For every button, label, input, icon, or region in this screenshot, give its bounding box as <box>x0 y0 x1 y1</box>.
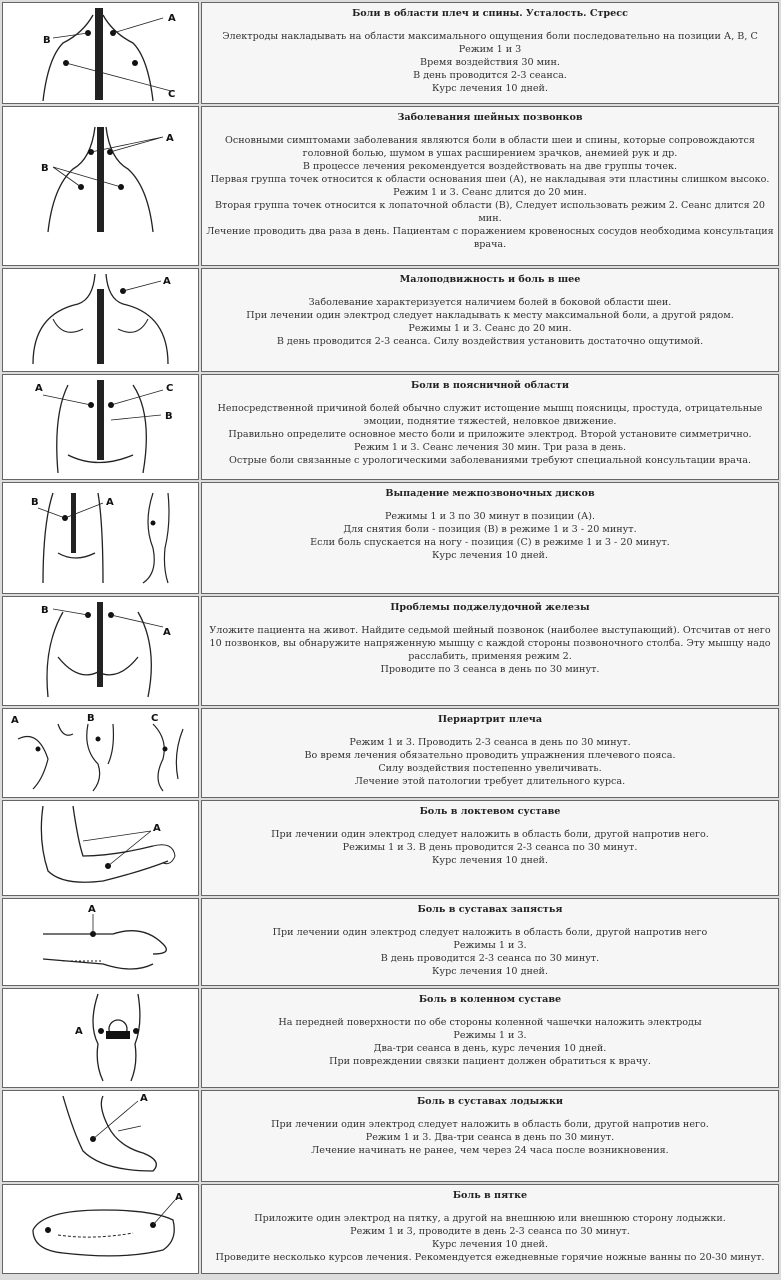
neck-back-figure-icon <box>3 107 198 237</box>
label-b: B <box>87 713 95 724</box>
label-a: A <box>140 1093 148 1104</box>
knee-figure-icon <box>3 989 198 1085</box>
figure-cell <box>2 482 199 594</box>
label-a: A <box>75 1026 83 1037</box>
description-cell <box>201 898 779 986</box>
text-line: При лечении один электрод следует наложить в область боли, другой напротив него. <box>271 829 709 840</box>
description-cell <box>201 374 779 480</box>
description-cell <box>201 708 779 798</box>
text-line: В день проводится 2-3 сеанса по 30 минут. <box>380 953 600 964</box>
table-row <box>2 482 779 594</box>
text-line: Два-три сеанса в день, курс лечения 10 дней. <box>373 1043 607 1054</box>
label-a: A <box>35 383 43 394</box>
text-line: Непосредственной причиной болей обычно служит истощение мышц поясницы, простуда, отрицательные эмоции, поднятие тяжестей, неловкое движение. <box>217 403 763 427</box>
figure-cell <box>2 596 199 706</box>
figure-cell <box>2 2 199 104</box>
section-title: Малоподвижность и боль в шее <box>399 274 581 285</box>
section-title: Выпадение межпозвоночных дисков <box>385 488 595 499</box>
text-line: Проводите по 3 сеанса в день по 30 минут. <box>380 664 600 675</box>
text-line: Основными симптомами заболевания являются боли в области шеи и спины, которые сопровождаются головной болью, шумом в ушах расширением зрачков, анемией рук и др. <box>225 135 755 159</box>
text-line: Режим 1 и 3. Два-три сеанса в день по 30 минут. <box>365 1132 615 1143</box>
wrist-figure-icon <box>3 899 198 983</box>
label-b: B <box>31 497 39 508</box>
label-a: A <box>163 276 171 287</box>
section-title: Заболевания шейных позвонков <box>397 112 583 123</box>
text-line: Уложите пациента на живот. Найдите седьмой шейный позвонок (наиболее выступающий). Отсчитав от него 10 позвонков, вы обнаружите напряженную мышцу с каждой стороны позвоночного столба. Эту мышцу надо расслабить, применяя режим 2. <box>209 625 771 662</box>
label-b: B <box>165 411 173 422</box>
section-title: Боль в пятке <box>452 1190 528 1201</box>
text-line: Режимы 1 и 3 по 30 минут в позиции (А). <box>384 511 596 522</box>
description-cell <box>201 1090 779 1182</box>
section-title: Боль в суставах лодыжки <box>416 1096 564 1107</box>
text-line: Лечение проводить два раза в день. Пациентам с поражением кровеносных сосудов необходима консультация врача. <box>206 226 774 250</box>
description-cell <box>201 988 779 1088</box>
text-line: Во время лечения обязательно проводить упражнения плечевого пояса. <box>304 750 676 761</box>
text-line: При лечении один электрод следует наложить в область боли, другой напротив него. <box>271 1119 709 1130</box>
text-line: Время воздействия 30 мин. <box>420 57 560 68</box>
text-line: Режим 1 и 3, проводите в день 2-3 сеанса по 30 минут. <box>350 1226 630 1237</box>
text-line: Режимы 1 и 3. Сеанс до 20 мин. <box>408 323 572 334</box>
figure-cell <box>2 898 199 986</box>
upper-back-figure-icon <box>3 3 198 103</box>
text-line: Приложите один электрод на пятку, а другой на внешнюю или внешнюю сторону лодыжки. <box>254 1213 726 1224</box>
text-line: На передней поверхности по обе стороны коленной чашечки наложить электроды <box>278 1017 702 1028</box>
label-a: A <box>168 13 176 24</box>
label-c: C <box>168 89 176 100</box>
text-line: При лечении один электрод следует накладывать к месту максимальной боли, а другой рядом. <box>246 310 734 321</box>
table-row <box>2 106 779 266</box>
figure-cell <box>2 374 199 480</box>
figure-cell <box>2 708 199 798</box>
section-title: Боль в локтевом суставе <box>419 806 561 817</box>
table-row <box>2 1184 779 1274</box>
figure-cell <box>2 988 199 1088</box>
pelvis-figure-icon <box>3 597 198 703</box>
label-a: A <box>153 823 161 834</box>
text-line: В день проводится 2-3 сеанса. Силу воздействия установить достаточно ощутимой. <box>276 336 704 347</box>
text-line: В процессе лечения рекомендуется воздействовать на две группы точек. <box>302 161 678 172</box>
text-line: Для снятия боли - позиция (В) в режиме 1 и 3 - 20 минут. <box>343 524 637 535</box>
description-cell <box>201 482 779 594</box>
label-a: A <box>11 715 19 726</box>
description-cell <box>201 596 779 706</box>
label-a: A <box>163 627 171 638</box>
text-line: Лечение начинать не ранее, чем через 24 часа после возникновения. <box>311 1145 669 1156</box>
figure-cell <box>2 106 199 266</box>
label-a: A <box>88 904 96 915</box>
ankle-figure-icon <box>3 1091 198 1179</box>
section-title: Боль в суставах запястья <box>417 904 563 915</box>
section-title: Боль в коленном суставе <box>418 994 562 1005</box>
description-cell <box>201 106 779 266</box>
text-line: Курс лечения 10 дней. <box>432 855 548 866</box>
section-title: Проблемы поджелудочной железы <box>390 602 590 613</box>
text-line: Курс лечения 10 дней. <box>432 966 548 977</box>
table-row <box>2 1090 779 1182</box>
text-line: Проведите несколько курсов лечения. Рекомендуется ежедневные горячие ножные ванны по 20-30 минут. <box>215 1252 765 1263</box>
label-a: A <box>106 497 114 508</box>
text-line: Курс лечения 10 дней. <box>432 1239 548 1250</box>
spine-leg-figure-icon <box>3 483 198 591</box>
text-line: Лечение этой патологии требует длительного курса. <box>354 776 626 787</box>
text-line: Острые боли связанные с урологическими заболеваниями требуют специальной консультации врача. <box>228 455 751 466</box>
section-title: Периартрит плеча <box>437 714 543 725</box>
text-line: При лечении один электрод следует наложить в область боли, другой напротив него <box>272 927 708 938</box>
text-line: При повреждении связки пациент должен обратиться к врачу. <box>329 1056 651 1067</box>
elbow-figure-icon <box>3 801 198 893</box>
label-a: A <box>175 1192 183 1203</box>
table-row <box>2 596 779 706</box>
shoulders-figure-icon <box>3 269 198 369</box>
label-c: C <box>151 713 159 724</box>
figure-cell <box>2 268 199 372</box>
text-line: Режим 1 и 3. Проводить 2-3 сеанса в день по 30 минут. <box>349 737 631 748</box>
table-row <box>2 988 779 1088</box>
label-c: C <box>166 383 174 394</box>
table-row <box>2 898 779 986</box>
table-row <box>2 800 779 896</box>
table-row <box>2 374 779 480</box>
figure-cell <box>2 1090 199 1182</box>
text-line: Электроды накладывать на области максимального ощущения боли последовательно на позиции А, В, С <box>222 31 758 42</box>
section-title: Боли в области плеч и спины. Усталость. Стресс <box>352 8 628 19</box>
text-line: В день проводится 2-3 сеанса. <box>413 70 567 81</box>
description-cell <box>201 1184 779 1274</box>
text-line: Первая группа точек относится к области основания шеи (А), не накладывая эти пластины слишком высоко. <box>210 174 770 185</box>
text-line: Курс лечения 10 дней. <box>432 550 548 561</box>
lower-back-figure-icon <box>3 375 198 477</box>
text-line: Режим 1 и 3 <box>458 44 522 55</box>
shoulder-joint-figure-icon <box>3 709 198 795</box>
figure-cell <box>2 1184 199 1274</box>
text-line: Силу воздействия постепенно увеличивать. <box>378 763 602 774</box>
text-line: Режимы 1 и 3. <box>453 940 527 951</box>
description-cell <box>201 2 779 104</box>
table-row <box>2 708 779 798</box>
table-row <box>2 2 779 104</box>
label-b: B <box>43 35 51 46</box>
figure-cell <box>2 800 199 896</box>
text-line: Правильно определите основное место боли и приложите электрод. Второй установите симметрично. <box>228 429 752 440</box>
description-cell <box>201 268 779 372</box>
text-line: Если боль спускается на ногу - позиция (С) в режиме 1 и 3 - 20 минут. <box>310 537 670 548</box>
text-line: Курс лечения 10 дней. <box>432 83 548 94</box>
text-line: Режим 1 и 3. Сеанс длится до 20 мин. <box>393 187 587 198</box>
section-title: Боли в поясничной области <box>411 380 569 391</box>
text-line: Вторая группа точек относится к лопаточной области (В), Следует использовать режим 2. Сеанс длится 20 мин. <box>215 200 765 224</box>
heel-figure-icon <box>3 1185 198 1271</box>
text-line: Режимы 1 и 3. <box>453 1030 527 1041</box>
label-b: B <box>41 163 49 174</box>
text-line: Заболевание характеризуется наличием болей в боковой области шеи. <box>308 297 672 308</box>
table-row <box>2 268 779 372</box>
label-b: B <box>41 605 49 616</box>
description-cell <box>201 800 779 896</box>
label-a: A <box>166 133 174 144</box>
text-line: Режимы 1 и 3. В день проводится 2-3 сеанса по 30 минут. <box>342 842 638 853</box>
text-line: Режим 1 и 3. Сеанс лечения 30 мин. Три раза в день. <box>353 442 627 453</box>
